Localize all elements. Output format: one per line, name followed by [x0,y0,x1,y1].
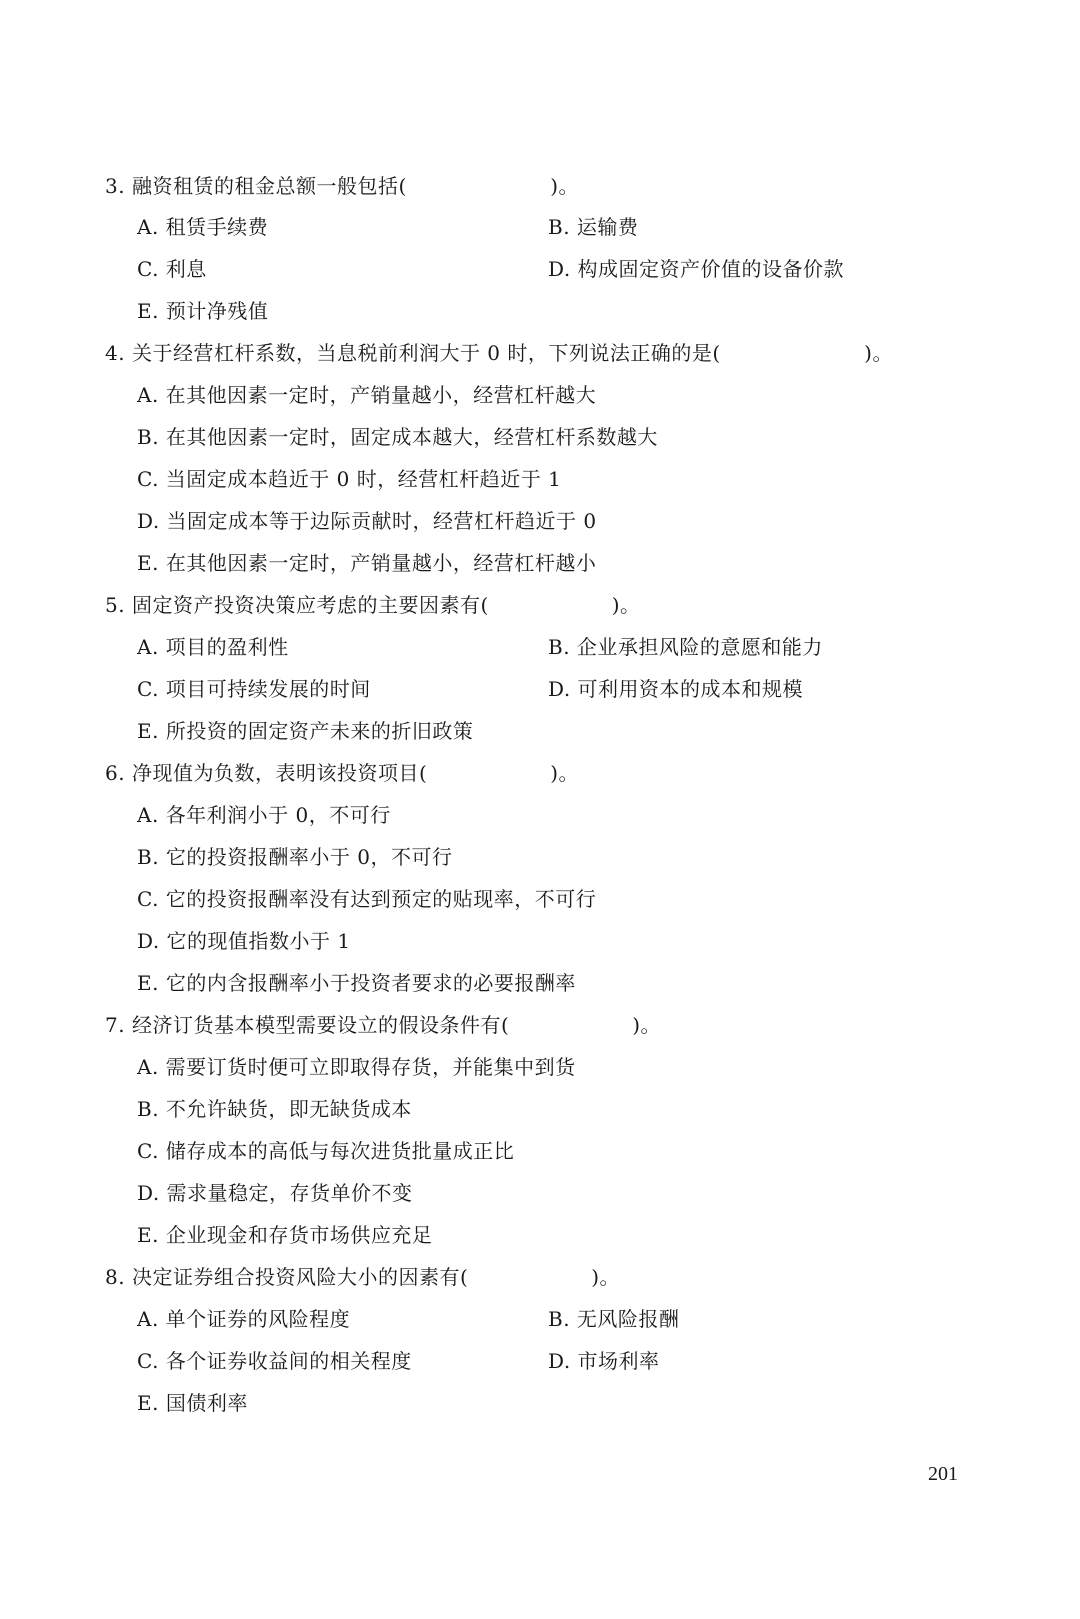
question-stem: 6. 净现值为负数，表明该投资项目( )。 [105,761,580,785]
option-b: B. 无风险报酬 [548,1307,680,1331]
option-a: A. 在其他因素一定时，产销量越小，经营杠杆越大 [137,383,597,407]
option-d: D. 它的现值指数小于 1 [137,929,351,953]
option-d: D. 市场利率 [548,1349,660,1373]
option-c: C. 项目可持续发展的时间 [137,677,371,701]
option-d: D. 构成固定资产价值的设备价款 [548,257,845,281]
option-e: E. 所投资的固定资产未来的折旧政策 [137,719,474,743]
option-b: B. 不允许缺货，即无缺货成本 [137,1097,412,1121]
question-stem: 5. 固定资产投资决策应考虑的主要因素有( )。 [105,593,641,617]
option-d: D. 需求量稳定，存货单价不变 [137,1181,413,1205]
option-e: E. 企业现金和存货市场供应充足 [137,1223,433,1247]
option-a: A. 各年利润小于 0，不可行 [137,803,391,827]
option-c: C. 储存成本的高低与每次进货批量成正比 [137,1139,515,1163]
option-a: A. 需要订货时便可立即取得存货，并能集中到货 [137,1055,576,1079]
option-e: E. 预计净残值 [137,299,269,323]
question-stem: 8. 决定证券组合投资风险大小的因素有( )。 [105,1265,621,1289]
question-stem: 3. 融资租赁的租金总额一般包括( )。 [105,174,580,198]
option-a: A. 单个证券的风险程度 [137,1307,351,1331]
question-stem: 7. 经济订货基本模型需要设立的假设条件有( )。 [105,1013,662,1037]
option-a: A. 租赁手续费 [137,215,269,239]
option-e: E. 它的内含报酬率小于投资者要求的必要报酬率 [137,971,576,995]
option-d: D. 可利用资本的成本和规模 [548,677,804,701]
option-b: B. 运输费 [548,215,639,239]
option-d: D. 当固定成本等于边际贡献时，经营杠杆趋近于 0 [137,509,597,533]
option-c: C. 各个证券收益间的相关程度 [137,1349,412,1373]
option-e: E. 在其他因素一定时，产销量越小，经营杠杆越小 [137,551,597,575]
option-b: B. 它的投资报酬率小于 0，不可行 [137,845,453,869]
option-c: C. 当固定成本趋近于 0 时，经营杠杆趋近于 1 [137,467,562,491]
option-c: C. 利息 [137,257,207,281]
option-c: C. 它的投资报酬率没有达到预定的贴现率，不可行 [137,887,597,911]
option-b: B. 企业承担风险的意愿和能力 [548,635,823,659]
page-number: 201 [928,1463,958,1485]
option-e: E. 国债利率 [137,1391,248,1415]
option-b: B. 在其他因素一定时，固定成本越大，经营杠杆系数越大 [137,425,658,449]
option-a: A. 项目的盈利性 [137,635,289,659]
question-stem: 4. 关于经营杠杆系数，当息税前利润大于 0 时，下列说法正确的是( )。 [105,341,893,365]
